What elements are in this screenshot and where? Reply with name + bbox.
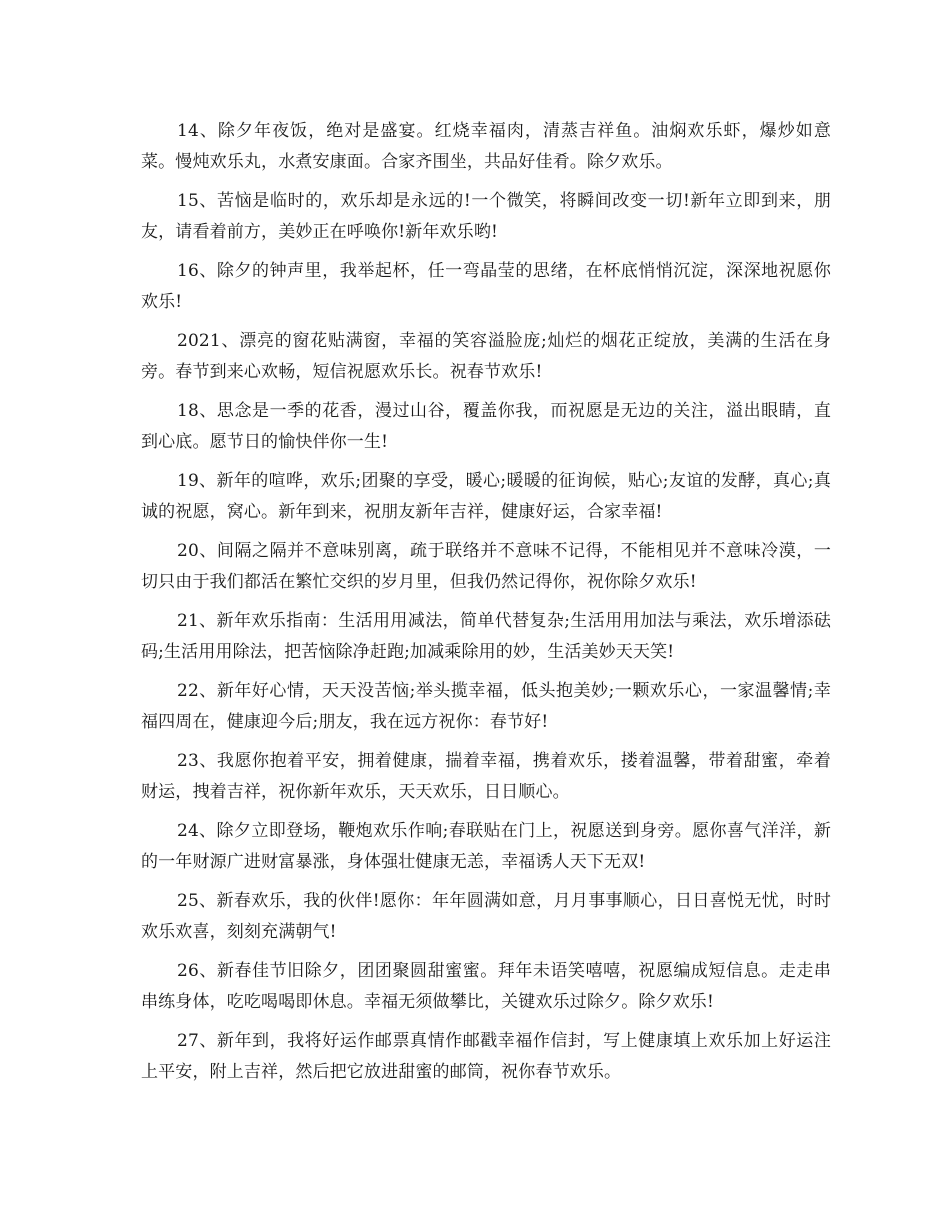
paragraph-21: 21、新年欢乐指南：生活用用减法，简单代替复杂;生活用用加法与乘法，欢乐增添砝码;生活用用除法，把苦恼除净赶跑;加减乘除用的妙，生活美妙天天笑!	[141, 611, 831, 662]
paragraph-20: 20、间隔之隔并不意味别离，疏于联络并不意味不记得，不能相见并不意味冷漠，一切只由于我们都活在繁忙交织的岁月里，但我仍然记得你，祝你除夕欢乐!	[141, 541, 831, 592]
paragraph-24: 24、除夕立即登场，鞭炮欢乐作响;春联贴在门上，祝愿送到身旁。愿你喜气洋洋，新的一年财源广进财富暴涨，身体强壮健康无恙，幸福诱人天下无双!	[141, 821, 831, 872]
paragraph-23: 23、我愿你抱着平安，拥着健康，揣着幸福，携着欢乐，搂着温馨，带着甜蜜，牵着财运，拽着吉祥，祝你新年欢乐，天天欢乐，日日顺心。	[141, 751, 831, 802]
paragraph-15: 15、苦恼是临时的，欢乐却是永远的!一个微笑，将瞬间改变一切!新年立即到来，朋友，请看着前方，美妙正在呼唤你!新年欢乐哟!	[141, 191, 831, 242]
paragraph-25: 25、新春欢乐，我的伙伴!愿你：年年圆满如意，月月事事顺心，日日喜悦无忧，时时欢乐欢喜，刻刻充满朝气!	[141, 891, 831, 942]
paragraph-2021: 2021、漂亮的窗花贴满窗，幸福的笑容溢脸庞;灿烂的烟花正绽放，美满的生活在身旁。春节到来心欢畅，短信祝愿欢乐长。祝春节欢乐!	[141, 331, 831, 382]
document-body	[141, 116, 831, 1096]
paragraph-18: 18、思念是一季的花香，漫过山谷，覆盖你我，而祝愿是无边的关注，溢出眼睛，直到心底。愿节日的愉快伴你一生!	[141, 401, 831, 452]
paragraph-19: 19、新年的喧哗，欢乐;团聚的享受，暖心;暖暖的征询候，贴心;友谊的发酵，真心;真诚的祝愿，窝心。新年到来，祝朋友新年吉祥，健康好运，合家幸福!	[141, 471, 831, 522]
paragraph-16: 16、除夕的钟声里，我举起杯，任一弯晶莹的思绪，在杯底悄悄沉淀，深深地祝愿你欢乐!	[141, 261, 831, 312]
paragraph-27: 27、新年到，我将好运作邮票真情作邮戳幸福作信封，写上健康填上欢乐加上好运注上平安，附上吉祥，然后把它放进甜蜜的邮筒，祝你春节欢乐。	[141, 1031, 831, 1082]
paragraph-26: 26、新春佳节旧除夕，团团聚圆甜蜜蜜。拜年未语笑嘻嘻，祝愿编成短信息。走走串串练身体，吃吃喝喝即休息。幸福无须做攀比，关键欢乐过除夕。除夕欢乐!	[141, 961, 831, 1012]
paragraph-22: 22、新年好心情，天天没苦恼;举头揽幸福，低头抱美妙;一颗欢乐心，一家温馨情;幸福四周在，健康迎今后;朋友，我在远方祝你：春节好!	[141, 681, 831, 732]
paragraph-14: 14、除夕年夜饭，绝对是盛宴。红烧幸福肉，清蒸吉祥鱼。油焖欢乐虾，爆炒如意菜。慢炖欢乐丸，水煮安康面。合家齐围坐，共品好佳肴。除夕欢乐。	[141, 121, 831, 172]
